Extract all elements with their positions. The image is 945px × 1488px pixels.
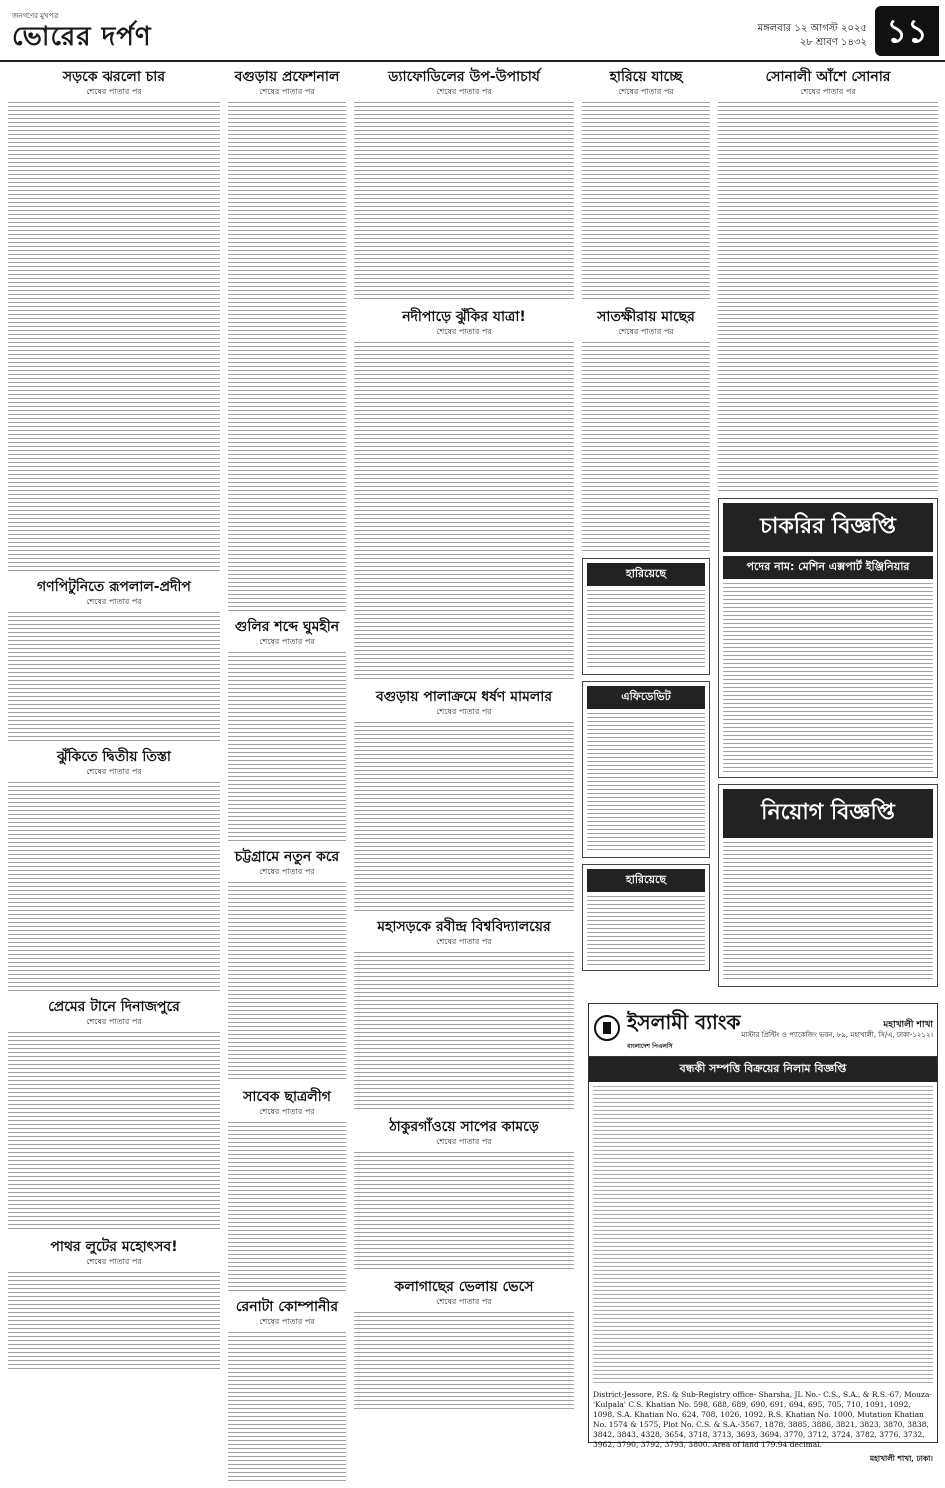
jump-label: শেষের পাতার পর bbox=[618, 327, 674, 336]
newspaper-name: ভোরের দর্পণ bbox=[12, 22, 152, 52]
job-ad-body bbox=[723, 583, 933, 773]
headline: গুলির শব্দে ঘুমহীন bbox=[234, 619, 340, 635]
job-advertisement bbox=[718, 498, 938, 778]
bank-name-sub: বাংলাদেশ পিএলসি bbox=[627, 1043, 673, 1050]
headline: কলাগাছের ভেলায় ভেসে bbox=[394, 1279, 534, 1295]
auction-title: বন্ধকী সম্পত্তি বিক্রয়ের নিলাম বিজ্ঞপ্তি bbox=[589, 1057, 937, 1082]
recruitment-advertisement bbox=[718, 784, 938, 987]
jump-label: শেষের পাতার পর bbox=[259, 1317, 315, 1326]
date-gregorian: মঙ্গলবার ১২ আগস্ট ২০২৫ bbox=[757, 23, 867, 34]
bank-header bbox=[589, 1004, 937, 1057]
story-body bbox=[354, 102, 574, 302]
logo-tagline: জনগণের মুখপত্র bbox=[12, 12, 59, 20]
news-story bbox=[228, 1088, 346, 1292]
headline: গণপিটুনিতে রূপলাল-প্রদীপ bbox=[37, 579, 191, 595]
column-1 bbox=[8, 68, 220, 1378]
job-ad-banner: চাকরির বিজ্ঞপ্তি bbox=[723, 503, 933, 552]
news-story bbox=[8, 578, 220, 742]
branch-name: মহাখালী শাখা bbox=[883, 1020, 933, 1030]
jump-label: শেষের পাতার পর bbox=[259, 1107, 315, 1116]
classified-title: এফিডেভিট bbox=[587, 686, 705, 709]
news-story bbox=[354, 918, 574, 1112]
story-body bbox=[228, 882, 346, 1082]
story-body bbox=[228, 652, 346, 842]
branch-address: মাস্টার প্রিন্টিং ও প্যাকেজিং ভবন, ৮৯, মহাখালী, সি/এ, ঢাকা-১২১২। bbox=[741, 1031, 933, 1039]
news-story bbox=[582, 68, 710, 302]
bank-name: ইসলামী ব্যাংক bbox=[627, 1010, 741, 1034]
date-bangla: ২৮ শ্রাবণ ১৪৩২ bbox=[799, 37, 867, 48]
story-body bbox=[582, 102, 710, 302]
news-story bbox=[354, 1278, 574, 1412]
headline: বগুড়ায় পালাক্রমে ধর্ষণ মামলার bbox=[375, 689, 553, 705]
story-body bbox=[354, 1152, 574, 1272]
auction-footer: মহাখালী শাখা, ঢাকা। bbox=[869, 1454, 933, 1463]
headline: সাবেক ছাত্রলীগ bbox=[243, 1089, 331, 1105]
headline: ঝুঁকিতে দ্বিতীয় তিস্তা bbox=[57, 749, 171, 765]
jump-label: শেষের পাতার পর bbox=[436, 707, 492, 716]
headline: সড়কে ঝরলো চার bbox=[62, 69, 166, 85]
news-story bbox=[8, 1238, 220, 1372]
column-3 bbox=[354, 68, 574, 1418]
page-number: ১১ bbox=[875, 6, 939, 56]
jump-label: শেষের পাতার পর bbox=[800, 87, 856, 96]
story-body bbox=[8, 1032, 220, 1232]
jump-label: শেষের পাতার পর bbox=[436, 327, 492, 336]
story-body bbox=[228, 1332, 346, 1482]
news-story bbox=[354, 1118, 574, 1272]
news-story bbox=[354, 68, 574, 302]
headline: সোনালী আঁশে সোনার bbox=[765, 69, 891, 85]
story-body bbox=[228, 1122, 346, 1292]
news-story bbox=[354, 308, 574, 682]
headline: ড্যাফোডিলের উপ-উপাচার্য bbox=[388, 69, 540, 85]
headline: প্রেমের টানে দিনাজপুরে bbox=[48, 999, 180, 1015]
story-body bbox=[8, 1272, 220, 1372]
jump-label: শেষের পাতার পর bbox=[86, 767, 142, 776]
classified-body bbox=[587, 590, 705, 670]
jump-label: শেষের পাতার পর bbox=[86, 1017, 142, 1026]
classified-lost bbox=[582, 558, 710, 675]
property-schedule: District-Jessore, P.S. & Sub-Registry office- Sharsha, JL No.- C.S., S.A., & R.S.-67, Mouza-'Kulpala' C.S. Khatian No. 598, 688, 689, 690, 691, 694, 695, 705, 710, 1091, 1092, 1098, S.A. Khatian No. 624, 708, 1026, 1092, R.S. Khatian No. 1000, Mutation Khatian No. 1574 & 1575, Plot No. C.S. & S.A.-3567, 1878, 3885, 3886, 3821, 3823, 3870, 3838, 3842, 3843, 4328, 3654, 3718, 3713, 3693, 3694, 3770, 3712, 3724, 3782, 3776, 3732, 3962, 3790, 3792, 3793, 3800. Area of land 179.94 decimal. bbox=[593, 1390, 932, 1449]
classified-title: হারিয়েছে bbox=[587, 869, 705, 892]
jump-label: শেষের পাতার পর bbox=[259, 867, 315, 876]
bank-auction-notice bbox=[588, 1003, 938, 1463]
jump-label: শেষের পাতার পর bbox=[259, 87, 315, 96]
classified-body bbox=[587, 713, 705, 853]
headline: বগুড়ায় প্রফেশনাল bbox=[234, 69, 340, 85]
news-story bbox=[8, 68, 220, 572]
news-story bbox=[228, 618, 346, 842]
headline: পাথর লুটের মহোৎসব! bbox=[50, 1239, 178, 1255]
news-story bbox=[354, 688, 574, 912]
bank-branch bbox=[741, 1020, 933, 1040]
jump-label: শেষের পাতার পর bbox=[436, 1137, 492, 1146]
jump-label: শেষের পাতার পর bbox=[86, 1257, 142, 1266]
newspaper-logo bbox=[12, 10, 152, 52]
headline: চট্টগ্রামে নতুন করে bbox=[234, 849, 340, 865]
auction-body bbox=[593, 1086, 933, 1386]
news-story bbox=[228, 68, 346, 612]
jump-label: শেষের পাতার পর bbox=[259, 637, 315, 646]
jump-label: শেষের পাতার পর bbox=[436, 87, 492, 96]
classified-affidavit bbox=[582, 681, 710, 858]
news-story bbox=[718, 68, 938, 492]
headline: ঠাকুরগাঁওয়ে সাপের কামড়ে bbox=[389, 1119, 539, 1135]
bank-logo bbox=[627, 1008, 740, 1052]
news-story bbox=[228, 848, 346, 1082]
story-body bbox=[354, 1312, 574, 1412]
story-body bbox=[8, 612, 220, 742]
story-body bbox=[8, 782, 220, 992]
story-body bbox=[354, 722, 574, 912]
column-5 bbox=[718, 68, 938, 993]
headline: মহাসড়কে রবীন্দ্র বিশ্ববিদ্যালয়ের bbox=[377, 919, 551, 935]
jump-label: শেষের পাতার পর bbox=[86, 87, 142, 96]
jump-label: শেষের পাতার পর bbox=[86, 597, 142, 606]
masthead bbox=[0, 0, 945, 62]
bank-logo-icon bbox=[593, 1014, 621, 1046]
issue-date bbox=[758, 22, 867, 50]
classified-title: হারিয়েছে bbox=[587, 563, 705, 586]
recruit-ad-banner: নিয়োগ বিজ্ঞপ্তি bbox=[723, 789, 933, 838]
column-2 bbox=[228, 68, 346, 1488]
jump-label: শেষের পাতার পর bbox=[618, 87, 674, 96]
story-body bbox=[354, 342, 574, 682]
story-body bbox=[582, 342, 710, 552]
headline: সাতক্ষীরায় মাছের bbox=[597, 309, 695, 325]
story-body bbox=[228, 102, 346, 612]
headline: হারিয়ে যাচ্ছে bbox=[609, 69, 683, 85]
headline: রেনাটা কোম্পানীর bbox=[235, 1299, 339, 1315]
recruit-ad-body bbox=[723, 842, 933, 982]
classified-body bbox=[587, 896, 705, 966]
jump-label: শেষের পাতার পর bbox=[436, 937, 492, 946]
news-story bbox=[228, 1298, 346, 1482]
news-story bbox=[582, 308, 710, 552]
story-body bbox=[8, 102, 220, 572]
story-body bbox=[718, 102, 938, 492]
job-ad-post: পদের নাম: মেশিন এক্সপার্ট ইঞ্জিনিয়ার bbox=[723, 556, 933, 579]
jump-label: শেষের পাতার পর bbox=[436, 1297, 492, 1306]
headline: নদীপাড়ে ঝুঁকির যাত্রা! bbox=[402, 309, 526, 325]
column-4 bbox=[582, 68, 710, 977]
news-story bbox=[8, 748, 220, 992]
news-story bbox=[8, 998, 220, 1232]
story-body bbox=[354, 952, 574, 1112]
classified-lost bbox=[582, 864, 710, 971]
